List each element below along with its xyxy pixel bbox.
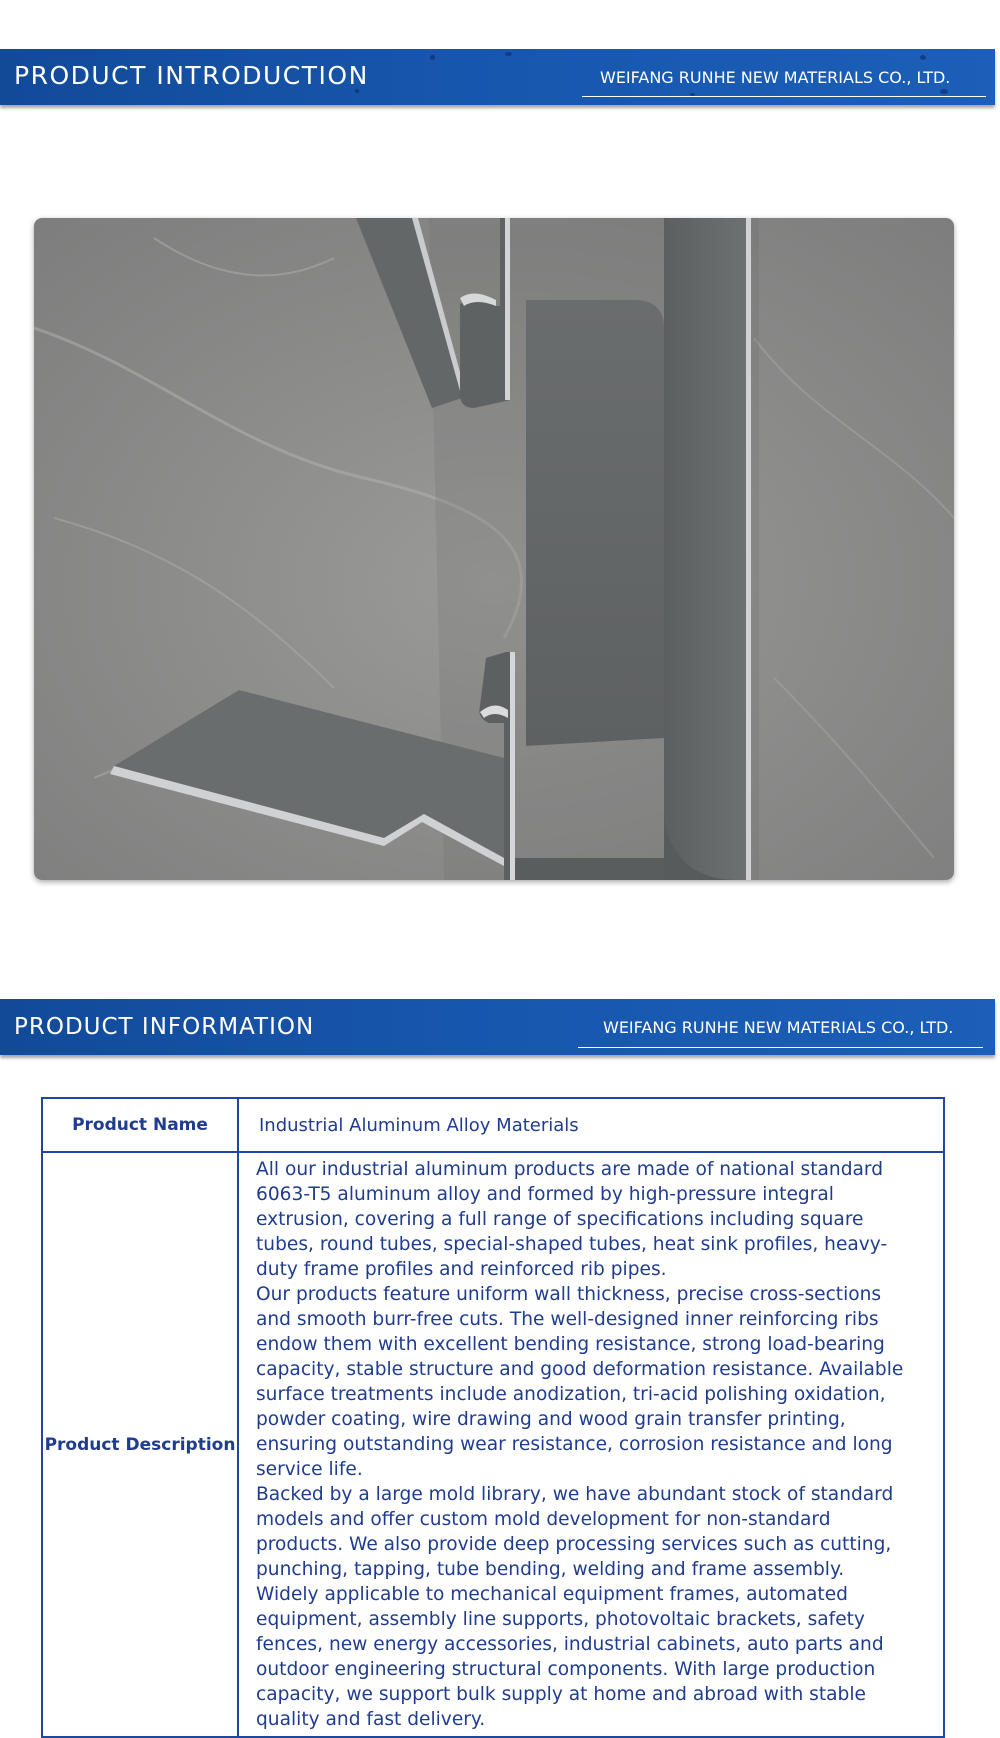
company-underline [582,96,986,97]
description-paragraph: Widely applicable to mechanical equipment frames, automated equipment, assembly line supports, photovoltaic brackets, safety fences, new energy accessories, industrial cabinets, auto parts and outdoor engineering structural components. With large production capacity, we support bulk supply at home and abroad with stable quality and fast delivery. [256,1584,884,1730]
table-row [42,1098,944,1152]
company-name: WEIFANG RUNHE NEW MATERIALS CO., LTD. [600,68,951,87]
company-name: WEIFANG RUNHE NEW MATERIALS CO., LTD. [603,1018,954,1037]
product-introduction-banner [0,49,995,105]
product-photo [34,218,954,880]
company-underline [578,1047,983,1048]
description-paragraph: Our products feature uniform wall thickness, precise cross-sections and smooth burr-free cuts. The well-designed inner reinforcing ribs endow them with excellent bending resistance, strong load-bearing capacity, stable structure and good deformation resistance. Available surface treatments include anodization, tri-acid polishing oxidation, powder coating, wire drawing and wood grain transfer printing, ensuring outstanding wear resistance, corrosion resistance and long service life. [256,1284,904,1480]
product-info-table [41,1097,945,1738]
section-title: PRODUCT INTRODUCTION [14,61,369,90]
section-title: PRODUCT INFORMATION [14,1014,315,1040]
banner-speck [505,52,512,56]
banner-speck [940,89,948,94]
table-row [42,1152,944,1737]
aluminum-profile-image [34,218,954,880]
product-description-label: Product Description [42,1152,238,1737]
product-name-label: Product Name [42,1098,238,1152]
product-name-value: Industrial Aluminum Alloy Materials [238,1098,944,1152]
description-paragraph: All our industrial aluminum products are made of national standard 6063-T5 aluminum alloy and formed by high-pressure integral extrusion, covering a full range of specifications including square tubes, round tubes, special-shaped tubes, heat sink profiles, heavy-duty frame profiles and reinforced rib pipes. [256,1159,888,1280]
banner-speck [920,55,926,60]
description-paragraph: Backed by a large mold library, we have abundant stock of standard models and offer custom mold development for non-standard products. We also provide deep processing services such as cutting, punching, tapping, tube bending, welding and frame assembly. [256,1484,894,1580]
product-information-banner [0,999,995,1055]
product-description-value [238,1152,944,1737]
banner-speck [430,55,435,60]
